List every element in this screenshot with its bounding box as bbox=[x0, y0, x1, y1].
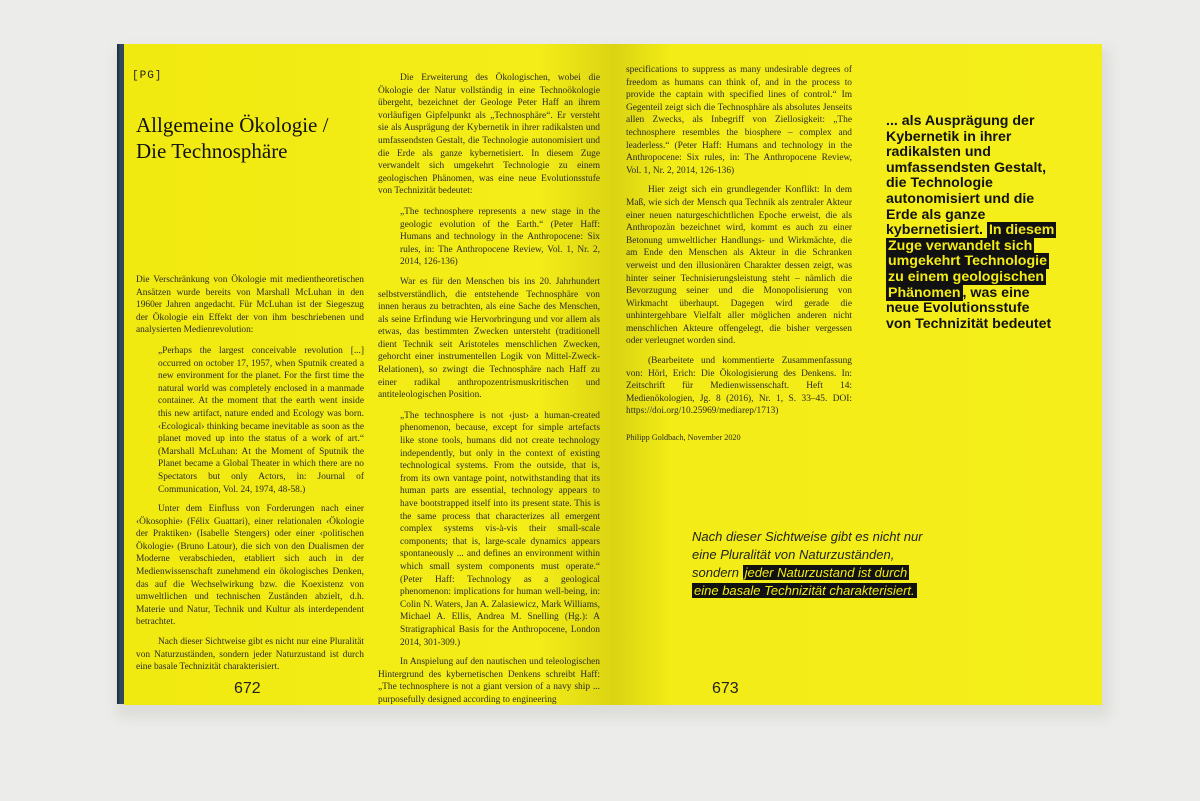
title-line-2: Die Technosphäre bbox=[136, 139, 288, 163]
quote-haff-1: „The technosphere represents a new stage in the geologic evolution of the Earth.“ (Peter Haff: Humans and technology in the Anthropocene: Six rules, in: The Anthropocene Review, Vol. 1, Nr. 2, 2014, 126-136) bbox=[400, 206, 600, 268]
paragraph: specifications to suppress as many undesirable degrees of freedom as humans can think of, and in the process to provide the captain with specified lines of control.“ Im Gegenteil zeigt sich die Technosphäre als absolutes Jenseits allen Zwecks, als Inbegriff von Ziellosigkeit: „The technosphere resembles the biosphere – complex and leaderless.“ (Peter Haff: Humans and technology in the Anthropocene: Six rules, in: The Anthropocene Review, Vol. 1, Nr. 2, 2014, 126-136) bbox=[626, 65, 852, 176]
page-number-left: 672 bbox=[234, 680, 261, 697]
paragraph: War es für den Menschen bis ins 20. Jahrhundert selbstverständlich, die entstehende Technosphäre von innen heraus zu betrachten, als eine Sache des Menschen, als seine Erfindung wie Hervorbringung und vor allem als etwas, das bestimmten Zwecken untersteht (traditionell dient Technik seit Aristoteles menschlichen Zwecken, gehorcht einer instrumentellen Logik von Mittel-Zweck-Relationen), so zwingt die Technosphäre nach Haff zu einer radikal anthropozentrismuskritischen und antiteleologischen Position. bbox=[378, 276, 600, 401]
section-mark: [PG] bbox=[132, 70, 163, 82]
paragraph: In Anspielung auf den nautischen und teleologischen Hintergrund des kybernetischen Denkens schreibt Haff: „The technosphere is not a giant version of a navy ship ... purposefully designed according to engineering bbox=[378, 657, 600, 705]
pull-quote-italic bbox=[692, 528, 932, 600]
paragraph: Die Verschränkung von Ökologie mit medientheoretischen Ansätzen wurde bereits von Marshall McLuhan in den 1960er Jahren angedacht. Für McLuhan ist der Siegeszug der Ökologie ein Effekt der von ihm beschriebenen und analysierten Medienrevolution: bbox=[136, 275, 364, 336]
quote-mcluhan: „Perhaps the largest conceivable revolution [...] occurred on october 17, 1957, when Sputnik created a new environment for the planet. For the first time the natural world was completely enclosed in a manmade container. At the moment that the earth went inside this new artifact, nature ended and Ecology was born. ‹Ecological› thinking became inevitable as soon as the planet moved up into the status of a work of art.“ (Marshall McLuhan: At the Moment of Sputnik the Planet became a Global Theater in which there are no Spectators but only Actors, in: Journal of Communication, Vol. 24, 1974, 48-58.) bbox=[158, 345, 364, 495]
pull-quote-plain: ... als Ausprägung der Kybernetik in ihrer radikalsten und umfassendsten Gestalt, die Technologie autonomisiert und die Erde als ganze kybernetisiert. bbox=[886, 113, 1047, 239]
right-page bbox=[612, 44, 1102, 705]
pull-quote-highlight: In diesem Zuge verwandelt sich umgekehrt Technologie zu einem geologischen Phänomen bbox=[888, 222, 1055, 301]
italic-quote-plain: Nach dieser Sichtweise gibt es nicht nur eine Pluralität von Naturzuständen, sondern bbox=[692, 529, 923, 580]
italic-quote-highlight: jeder Naturzustand ist durch eine basale Technizität charakterisiert. bbox=[694, 565, 915, 598]
left-column-2 bbox=[378, 72, 600, 705]
citation: (Bearbeitete und kommentierte Zusammenfassung von: Hörl, Erich: Die Ökologisierung des Denkens. In: Zeitschrift für Medienwissenschaft. Heft 14: Medienökologien, Jg. 8 (2016), Nr. 1, S. 33–45. DOI: https://doi.org/10.25969/mediarep/1713) bbox=[626, 356, 852, 417]
paragraph: Hier zeigt sich ein grundlegender Konflikt: In dem Maß, wie sich der Mensch qua Technik als zentraler Akteur einer neuen naturgeschichtlichen Epoche erweist, die als Anthropozän bezeichnet wird, kommt es auch zu einer Betonung umweltlicher Handlungs- und Wirkmächte, die am Ende den Menschen als Akteur in die Schranken verweist und den illusionären Charakter dessen zeigt, was hinter seiner Technisierungsleistung steht – nämlich die Bevorzugung seiner und die Monopolisierung von Wirkmacht überhaupt. Dagegen wird gerade die unhintergehbare Vielfalt aller möglichen anderen nicht menschlichen Akteure offengelegt, die bisher vergessen oder verleugnet worden sind. bbox=[626, 185, 852, 347]
quote-haff-2: „The technosphere is not ‹just› a human-created phenomenon, because, except for simple artefacts like stone tools, humans did not create technology independently, but only in the context of existing technological systems. From the outside, that is, from its own vantage point, notwithstanding that its human parts are essential, technology appears to have bootstrapped itself into its present state. This is the same process that characterizes all emergent complex systems vis-à-vis their small-scale components; that is, large-scale dynamics appears spontaneously ... and defines an environment within which small system components must operate.“ (Peter Haff: Technology as a geological phenomenon: implications for human well-being, in: Colin N. Waters, Jan A. Zalasiewicz, Mark Williams, Michael A. Ellis, Andrea M. Snelling (Hg.): A Stratigraphical Basis for the Anthropocene, London 2014, 301-309.) bbox=[400, 410, 600, 648]
left-column-1 bbox=[136, 274, 364, 681]
page-number-right: 673 bbox=[712, 680, 739, 697]
paragraph: Nach dieser Sichtweise gibt es nicht nur eine Pluralität von Naturzuständen, sondern jeder Naturzustand ist durch eine basale Technizität charakterisiert. bbox=[136, 637, 364, 673]
pull-quote-tail: , was eine neue Evolutionsstufe von Technizität bedeutet bbox=[886, 284, 1052, 332]
left-page bbox=[124, 44, 612, 705]
title-line-1: Allgemeine Ökologie / bbox=[136, 113, 329, 137]
page-title bbox=[136, 112, 376, 164]
paragraph: Unter dem Einfluss von Forderungen nach einer ‹Ökosophie› (Félix Guattari), einer relationalen ‹Ökologie der Praktiken› (Isabelle Stengers) oder einer ‹politischen Ökologie› (Bruno Latour), die sich von den Dualismen der Moderne verabschieden, etabliert sich auch in der Medienwissenschaft zunehmend ein ökologisches Denken, das auf die Wechselwirkung bzw. die Koexistenz von umweltlichen und technischen Zuständen abzielt, d.h. Materie und Natur, Technik und Kultur als interdependent betrachtet. bbox=[136, 504, 364, 628]
pull-quote-bold bbox=[886, 114, 1056, 332]
signature: Philipp Goldbach, November 2020 bbox=[626, 433, 741, 443]
paragraph: Die Erweiterung des Ökologischen, wobei die Ökologie der Natur vollständig in eine Technoökologie übergeht, bezeichnet der Geologe Peter Haff an ihrem vorläufigen Gipfelpunkt als „Technosphäre“. Er versteht sie als Ausprägung der Kybernetik in ihrer radikalsten und umfassendsten Gestalt, die Technologie autonomisiert und die Erde als ganze kybernetisiert. In diesem Zuge verwandelt sich umgekehrt Technologie zu einem geologischen Phänomen, was eine neue Evolutionsstufe von Technizität bedeutet: bbox=[378, 73, 600, 197]
right-column-1 bbox=[626, 64, 852, 452]
